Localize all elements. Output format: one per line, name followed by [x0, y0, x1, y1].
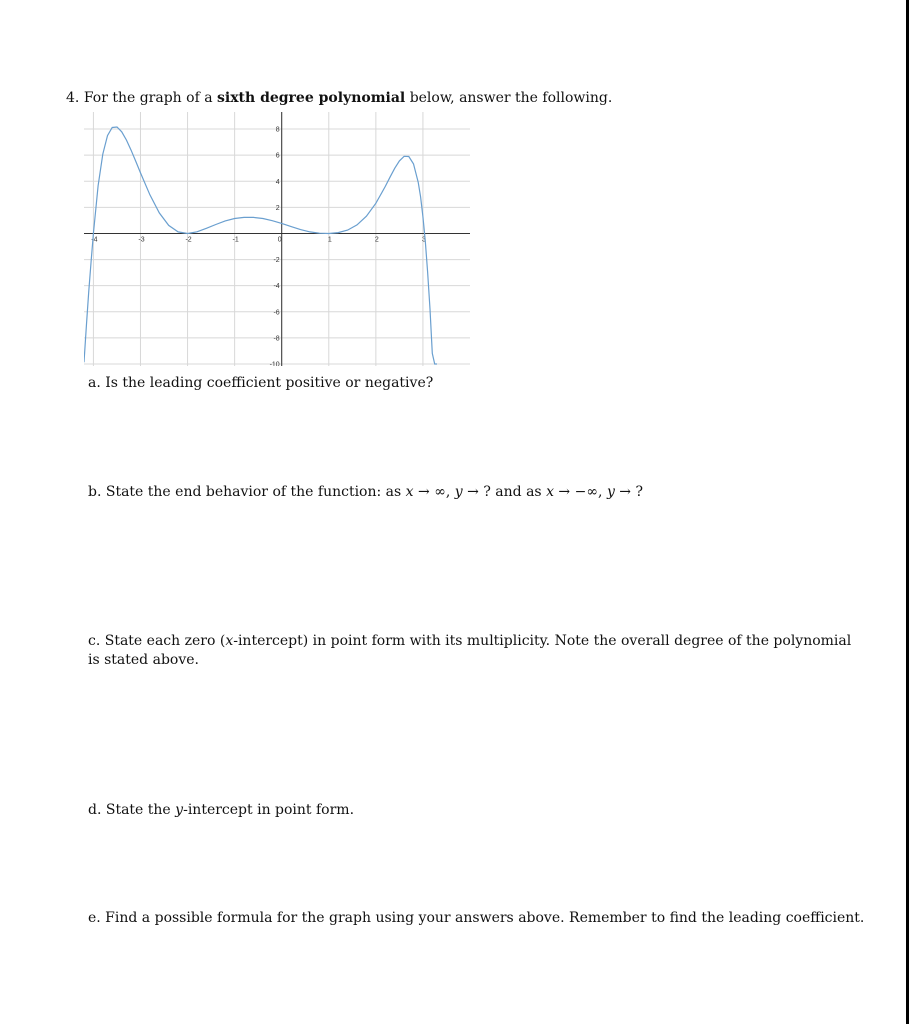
x-tick-label: 1: [327, 236, 332, 244]
part-b-arrow2: →: [462, 484, 484, 500]
part-a: a. Is the leading coefficient positive or negative?: [88, 375, 434, 391]
part-c-x: x: [225, 633, 234, 649]
part-d-rest: -intercept in point form.: [183, 802, 355, 818]
horizontal-gridlines: [84, 126, 470, 364]
part-b: [88, 483, 643, 502]
part-b-comma2: ,: [598, 484, 607, 500]
part-b-neg-infinity: −∞: [574, 484, 599, 500]
part-b-question2: ?: [635, 484, 644, 500]
part-c-lead: c. State each zero (: [88, 633, 226, 649]
part-c: [88, 632, 863, 670]
y-tick-label: 4: [275, 178, 280, 186]
part-d-y: y: [175, 802, 184, 818]
x-tick-labels: [91, 236, 426, 243]
x-tick-label: -2: [185, 236, 192, 244]
y-tick-label: -8: [273, 335, 280, 343]
x-tick-label: -4: [91, 236, 98, 244]
question-number: 4.: [66, 90, 80, 106]
y-tick-labels: [270, 127, 280, 366]
y-tick-label: -10: [269, 361, 280, 366]
part-b-lead: b. State the end behavior of the function: as: [88, 484, 402, 500]
part-e: e. Find a possible formula for the graph using your answers above. Remember to find the leading coefficient.: [88, 910, 865, 926]
part-b-mid: and as: [490, 484, 542, 500]
part-b-x2: x: [546, 484, 554, 500]
part-b-infinity: ∞: [434, 484, 446, 500]
part-b-question1: ?: [483, 484, 491, 500]
y-tick-label: 2: [275, 204, 280, 212]
part-b-comma1: ,: [445, 484, 455, 500]
part-b-arrow1: →: [413, 484, 435, 500]
part-b-y1: y: [454, 484, 463, 500]
polynomial-graph: [84, 112, 470, 366]
y-tick-label: -6: [273, 309, 280, 317]
question-title: [66, 90, 612, 106]
x-tick-label: -3: [138, 236, 145, 244]
question-intro-after: below, answer the following.: [409, 90, 613, 106]
part-c-rest: -intercept) in point form with its multiplicity. Note the overall degree of the polynomial is stated above.: [88, 633, 852, 668]
part-d-lead: d. State the: [88, 802, 171, 818]
question-intro-bold: sixth degree polynomial: [217, 90, 406, 106]
question-intro-before: For the graph of a: [83, 90, 213, 106]
part-b-x1: x: [405, 484, 414, 500]
x-tick-label: -1: [232, 236, 239, 244]
x-tick-label: 2: [374, 236, 379, 244]
x-tick-label: 0: [277, 236, 282, 244]
y-tick-label: -4: [273, 283, 280, 291]
y-tick-label: 8: [275, 126, 280, 134]
y-tick-label: -2: [273, 257, 280, 265]
x-tick-label: 3: [421, 236, 426, 244]
part-b-arrow4: →: [614, 484, 636, 500]
part-d: [88, 801, 354, 820]
part-b-arrow3: →: [553, 484, 575, 500]
polynomial-curve: [84, 127, 437, 364]
y-tick-label: 6: [275, 152, 280, 160]
part-b-y2: y: [606, 484, 615, 500]
